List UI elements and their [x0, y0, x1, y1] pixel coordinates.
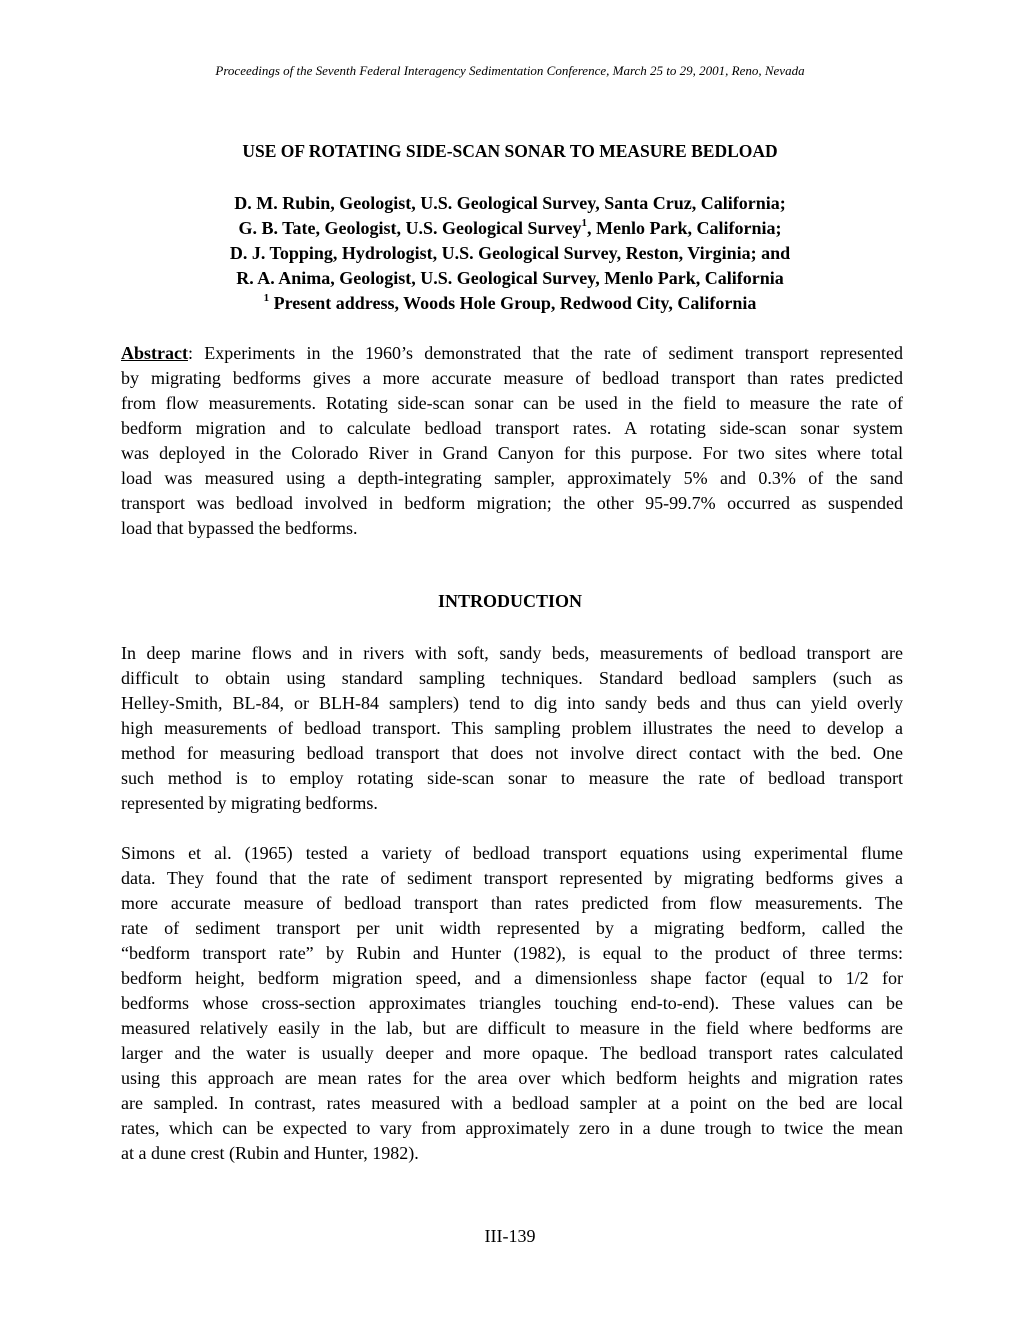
text-line: by migrating bedforms gives a more accurate measure of bedload transport than rates predicted	[121, 368, 903, 388]
section-heading-introduction: INTRODUCTION	[437, 591, 583, 611]
text-line: was deployed in the Colorado River in Grand Canyon for this purpose. For two sites where total	[121, 443, 903, 463]
author-text: , Menlo Park, California;	[587, 218, 782, 238]
text-line: data. They found that the rate of sediment transport represented by migrating bedforms gives a	[121, 868, 903, 888]
author-text: G. B. Tate, Geologist, U.S. Geological Survey	[238, 218, 582, 238]
running-header: Proceedings of the Seventh Federal Interagency Sedimentation Conference, March 25 to 29, 2001, Reno, Nevada	[215, 63, 805, 78]
author-line	[0, 216, 1020, 241]
text-line: Simons et al. (1965) tested a variety of bedload transport equations using experimental flume	[121, 843, 903, 863]
intro-paragraph-2	[121, 841, 903, 1166]
text-line: such method is to employ rotating side-scan sonar to measure the rate of bedload transport	[121, 768, 903, 788]
abstract-label: Abstract	[121, 343, 188, 363]
text-line: rates, which can be expected to vary from approximately zero in a dune trough to twice the mean	[121, 1118, 903, 1138]
text-line: measured relatively easily in the lab, but are difficult to measure in the field where bedforms are	[121, 1018, 903, 1038]
author-line: D. M. Rubin, Geologist, U.S. Geological Survey, Santa Cruz, California;	[234, 193, 786, 213]
abstract-text: : Experiments in the 1960’s demonstrated that the rate of sediment transport represented	[187, 343, 903, 363]
text-line: difficult to obtain using standard sampling techniques. Standard bedload samplers (such as	[121, 668, 903, 688]
author-line: R. A. Anima, Geologist, U.S. Geological Survey, Menlo Park, California	[236, 268, 784, 288]
text-line: In deep marine flows and in rivers with soft, sandy beds, measurements of bedload transport are	[121, 643, 903, 663]
abstract-paragraph	[121, 341, 903, 541]
intro-paragraph-1	[121, 641, 903, 816]
text-line: load was measured using a depth-integrating sampler, approximately 5% and 0.3% of the sand	[121, 468, 903, 488]
text-line: bedform height, bedform migration speed, and a dimensionless shape factor (equal to 1/2 for	[121, 968, 903, 988]
footnote-marker: 1	[263, 292, 270, 304]
footnote-marker: 1	[581, 217, 588, 229]
abstract-line	[121, 341, 903, 366]
author-block	[0, 191, 1020, 316]
text-line: using this approach are mean rates for the area over which bedform heights and migration rates	[121, 1068, 903, 1088]
text-line: bedforms whose cross-section approximates triangles touching end-to-end). These values can be	[121, 993, 903, 1013]
paper-title: USE OF ROTATING SIDE-SCAN SONAR TO MEASURE BEDLOAD	[242, 141, 778, 161]
text-line: rate of sediment transport per unit width represented by a migrating bedform, called the	[121, 918, 903, 938]
text-line: method for measuring bedload transport that does not involve direct contact with the bed. One	[121, 743, 903, 763]
author-line: D. J. Topping, Hydrologist, U.S. Geological Survey, Reston, Virginia; and	[229, 243, 791, 263]
text-line: represented by migrating bedforms.	[121, 793, 378, 813]
footnote-line	[0, 291, 1020, 316]
text-line: at a dune crest (Rubin and Hunter, 1982).	[121, 1143, 419, 1163]
page-number: III-139	[484, 1226, 536, 1246]
footnote-text: Present address, Woods Hole Group, Redwood City, California	[269, 293, 757, 313]
text-line: high measurements of bedload transport. This sampling problem illustrates the need to develop a	[121, 718, 903, 738]
text-line: from flow measurements. Rotating side-scan sonar can be used in the field to measure the rate of	[121, 393, 903, 413]
text-line: “bedform transport rate” by Rubin and Hunter (1982), is equal to the product of three terms:	[121, 943, 903, 963]
text-line: transport was bedload involved in bedform migration; the other 95-99.7% occurred as suspended	[121, 493, 903, 513]
text-line: Helley-Smith, BL-84, or BLH-84 samplers) tend to dig into sandy beds and thus can yield overly	[121, 693, 903, 713]
text-line: more accurate measure of bedload transport than rates predicted from flow measurements. The	[121, 893, 903, 913]
text-line: bedform migration and to calculate bedload transport rates. A rotating side-scan sonar system	[121, 418, 903, 438]
text-line: load that bypassed the bedforms.	[121, 518, 358, 538]
text-line: are sampled. In contrast, rates measured with a bedload sampler at a point on the bed are local	[121, 1093, 903, 1113]
text-line: larger and the water is usually deeper and more opaque. The bedload transport rates calculated	[121, 1043, 903, 1063]
